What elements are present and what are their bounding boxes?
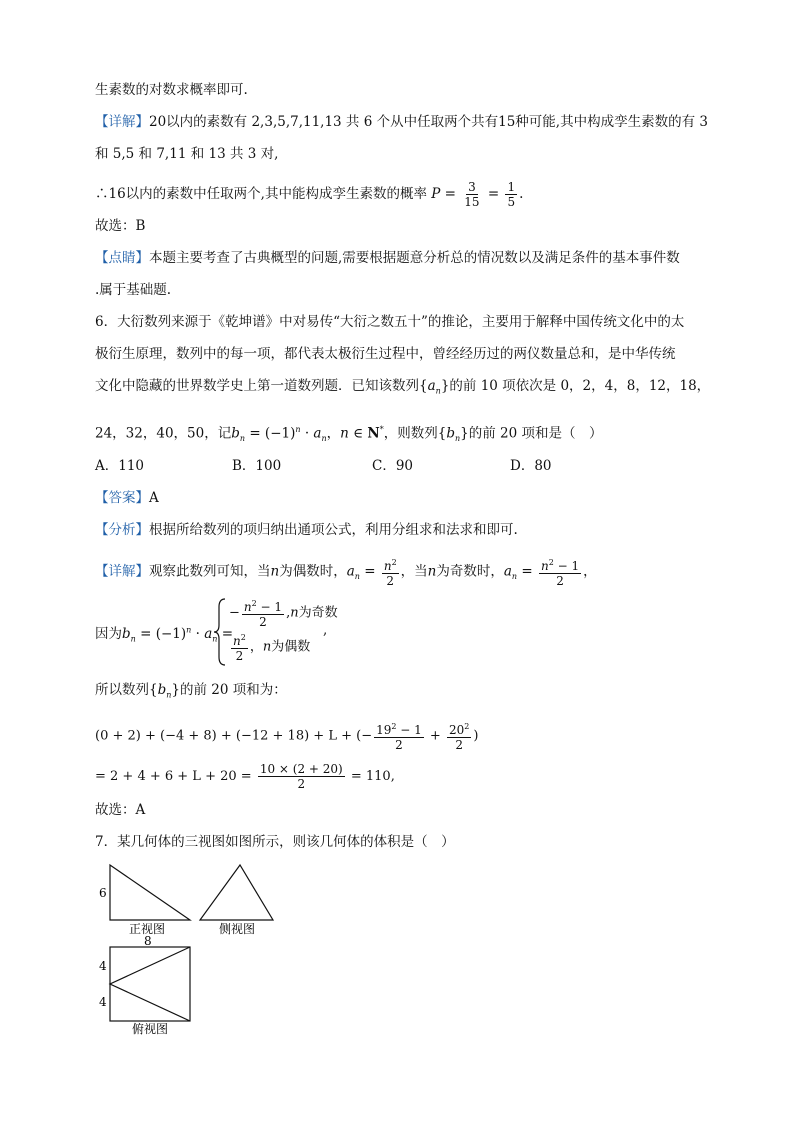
section-tag: 【答案】 [95, 490, 149, 506]
question-7: 7．某几何体的三视图如图所示，则该几何体的体积是（ ） [95, 834, 455, 850]
text-line: 【点睛】本题主要考查了古典概型的问题,需要根据题意分析总的情况数以及满足条件的基本事件数 [95, 250, 680, 266]
three-view-figure [95, 860, 295, 1040]
text-line: 故选：B [95, 218, 146, 234]
option-c: C．90 [372, 458, 414, 474]
option-d: D．80 [510, 458, 552, 474]
piecewise-formula: 因为$b_n = (-1)^n \cdot a_n$ = − $\frac{n^2 - 1}{2}$ ,n为奇数 $\frac{n^2}{2}$ ，n为偶数 , [95, 597, 415, 667]
text-line: 24，32，40，50，记$b_n = (-1)^n \cdot a_n$，n ∈ N*，则数列$\{b_n\}$的前 20 项和是（ ） [95, 425, 603, 444]
front-view-label: 正视图 [129, 922, 166, 936]
text-line: 文化中隐藏的世界数学史上第一道数列题．已知该数列$\{a_n\}$的前 10 项依次是 0，2，4，8，12，18， [95, 378, 711, 396]
probability-line: ∴16以内的素数中任取两个,其中能构成孪生素数的概率 P = $\frac{3}{15}$ = $\frac{1}{5}$ . [95, 180, 524, 209]
section-tag: 【详解】 [95, 114, 149, 130]
option-a: A．110 [95, 458, 145, 474]
text-line: 极衍生原理，数列中的每一项，都代表太极衍生过程中，曾经经历过的两仪数量总和，是中华传统 [95, 346, 676, 362]
sum-result: = 2 + 4 + 6 + L + 20 = $\frac{10 \times (2 + 20)}{2}$ = 110, [95, 762, 395, 791]
detail-line: 【详解】观察此数列可知，当n为偶数时，$a_n$ = $\frac{n^2}{2}$ ，当n为奇数时，$a_n$ = $\frac{n^2 - 1}{2}$ ， [95, 558, 597, 588]
section-tag: 【点睛】 [95, 250, 149, 266]
dim-6: 6 [99, 886, 107, 900]
text-line: 和 5,5 和 7,11 和 13 共 3 对, [95, 146, 279, 162]
dim-4-lower: 4 [99, 995, 107, 1009]
text-line: 【详解】20以内的素数有 2,3,5,7,11,13 共 6 个从中任取两个共有15种可能,其中构成孪生素数的有 3 [95, 114, 708, 130]
text-line: 生素数的对数求概率即可. [95, 82, 248, 98]
analysis-line: 【分析】根据所给数列的项归纳出通项公式，利用分组求和法求和即可. [95, 522, 518, 538]
dim-4-upper: 4 [99, 959, 107, 973]
text-line: 故选：A [95, 802, 146, 818]
top-view-rectangle [110, 947, 190, 1021]
side-view-label: 侧视图 [219, 922, 256, 936]
fraction: $\frac{3}{15}$ [464, 180, 480, 209]
dim-8: 8 [144, 934, 152, 948]
question-6: 6．大衍数列来源于《乾坤谱》中对易传“大衍之数五十”的推论，主要用于解释中国传统文化中的太 [95, 314, 685, 330]
side-view-triangle [200, 865, 273, 920]
brace-icon [213, 597, 227, 667]
fraction: $\frac{1}{5}$ [507, 180, 516, 209]
text-line: 所以数列$\{b_n\}$的前 20 项和为： [95, 682, 287, 700]
top-view-lines [110, 947, 190, 1021]
front-view-triangle [110, 865, 190, 920]
sum-expression: (0 + 2) + (−4 + 8) + (−12 + 18) + L + (− $\frac{19^2 - 1}{2}$ + $\frac{20^2}{2}$ ) [95, 722, 479, 752]
option-b: B．100 [232, 458, 282, 474]
section-tag: 【详解】 [95, 563, 149, 580]
text-line: .属于基础题. [95, 282, 172, 298]
section-tag: 【分析】 [95, 522, 149, 538]
answer-line: 【答案】A [95, 490, 159, 506]
top-view-label: 俯视图 [132, 1022, 169, 1036]
